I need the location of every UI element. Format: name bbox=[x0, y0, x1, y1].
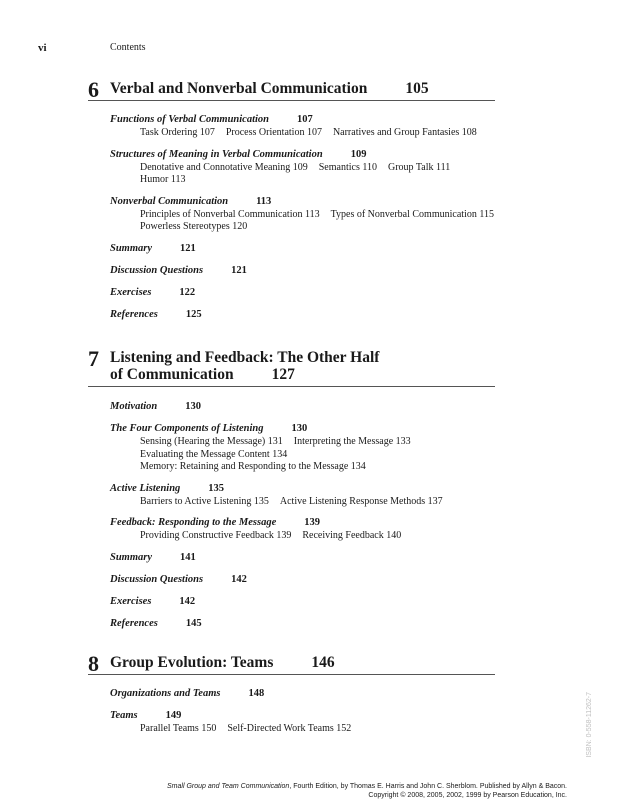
toc-section bbox=[110, 595, 495, 609]
subtopic-line bbox=[110, 221, 495, 234]
toc-section bbox=[110, 551, 495, 565]
section-heading bbox=[110, 617, 495, 631]
section-heading bbox=[110, 687, 495, 701]
toc-section bbox=[110, 422, 495, 474]
subtopic-entry: Parallel Teams 150 bbox=[140, 723, 217, 734]
section-page: 148 bbox=[248, 688, 265, 699]
subtopic-entry: Denotative and Connotative Meaning 109 bbox=[140, 161, 308, 173]
subtopic-entry: Memory: Retaining and Responding to the Message 134 bbox=[140, 461, 366, 472]
subtopic-entry: Task Ordering 107 bbox=[140, 127, 215, 138]
section-page: 142 bbox=[231, 573, 247, 585]
section-title: Discussion Questions bbox=[110, 573, 204, 585]
subtopic-line bbox=[110, 496, 495, 509]
subtopic-line bbox=[110, 461, 495, 474]
section-heading bbox=[110, 595, 495, 609]
subtopic-entry: Powerless Stereotypes 120 bbox=[140, 221, 248, 232]
chapter-title-line bbox=[110, 80, 495, 97]
section-heading bbox=[110, 113, 495, 127]
chapter-title-text: Group Evolution: Teams bbox=[110, 654, 274, 671]
toc-section bbox=[110, 308, 495, 322]
section-heading bbox=[110, 422, 495, 436]
subtopic-entry: Narratives and Group Fantasies 108 bbox=[332, 127, 477, 138]
subtopic-entry: Types of Nonverbal Communication 115 bbox=[330, 208, 494, 220]
section-list bbox=[88, 687, 495, 736]
subtopic-line bbox=[110, 436, 495, 449]
section-title: Nonverbal Communication bbox=[110, 195, 229, 207]
subtopic-entry: Providing Constructive Feedback 139 bbox=[140, 530, 292, 541]
section-page: 113 bbox=[256, 195, 272, 207]
subtopic-line bbox=[110, 449, 495, 462]
subtopic-line bbox=[110, 162, 495, 175]
book-title: Small Group and Team Communication bbox=[167, 783, 290, 790]
subtopic-line bbox=[110, 723, 495, 736]
section-heading bbox=[110, 195, 495, 209]
section-title: Exercises bbox=[110, 595, 152, 607]
chapter-number: 7 bbox=[88, 346, 99, 371]
section-title: Exercises bbox=[110, 286, 152, 298]
section-heading bbox=[110, 482, 495, 496]
toc-section bbox=[110, 113, 495, 140]
section-title: Structures of Meaning in Verbal Communication bbox=[110, 148, 323, 160]
chapter-title-text: Verbal and Nonverbal Communication bbox=[110, 80, 368, 97]
chapter-6 bbox=[88, 77, 495, 322]
section-page: 141 bbox=[180, 551, 196, 563]
subtopic-entry: Evaluating the Message Content 134 bbox=[140, 448, 288, 460]
section-page: 107 bbox=[297, 114, 313, 125]
subtopic-line bbox=[110, 127, 495, 140]
chapter-8 bbox=[88, 651, 495, 736]
toc-section bbox=[110, 242, 495, 256]
footer-line-2: Copyright © 2008, 2005, 2002, 1999 by Pearson Education, Inc. bbox=[368, 791, 567, 799]
chapter-number: 6 bbox=[88, 77, 99, 102]
section-page: 122 bbox=[179, 286, 196, 298]
subtopic-line bbox=[110, 530, 495, 543]
section-heading bbox=[110, 400, 495, 414]
running-header bbox=[38, 42, 146, 54]
section-heading bbox=[110, 551, 495, 565]
chapter-title bbox=[110, 349, 495, 383]
section-title: Functions of Verbal Communication bbox=[110, 114, 269, 125]
section-page: 135 bbox=[208, 482, 225, 494]
section-page: 121 bbox=[231, 264, 247, 276]
toc-section bbox=[110, 400, 495, 414]
section-heading bbox=[110, 516, 495, 530]
chapter-heading bbox=[88, 651, 495, 676]
toc-section bbox=[110, 264, 495, 278]
subtopic-entry: Interpreting the Message 133 bbox=[293, 436, 411, 447]
chapter-page: 146 bbox=[311, 654, 335, 671]
subtopic-entry: Barriers to Active Listening 135 bbox=[140, 495, 269, 507]
section-list bbox=[88, 113, 495, 322]
subtopic-line bbox=[110, 174, 495, 187]
section-title: Discussion Questions bbox=[110, 264, 204, 276]
section-page: 109 bbox=[350, 148, 367, 160]
section-page: 145 bbox=[185, 617, 202, 629]
page-number: vi bbox=[38, 42, 47, 54]
subtopic-entry: Self-Directed Work Teams 152 bbox=[227, 723, 352, 734]
subtopic-entry: Group Talk 111 bbox=[387, 161, 451, 173]
toc-section bbox=[110, 516, 495, 543]
toc-section bbox=[110, 482, 495, 509]
section-page: 130 bbox=[185, 401, 202, 412]
footer-line-1: , Fourth Edition, by Thomas E. Harris and John C. Sherblom. Published by Allyn & Bacon. bbox=[289, 783, 567, 790]
copyright-footer bbox=[167, 783, 567, 800]
section-title: The Four Components of Listening bbox=[110, 423, 264, 434]
section-page: 121 bbox=[180, 242, 196, 254]
subtopic-line bbox=[110, 209, 495, 222]
section-page: 125 bbox=[185, 308, 202, 320]
subtopic-entry: Sensing (Hearing the Message) 131 bbox=[140, 436, 283, 447]
toc-section bbox=[110, 148, 495, 187]
section-title: References bbox=[110, 617, 158, 629]
subtopic-entry: Principles of Nonverbal Communication 113 bbox=[140, 208, 320, 220]
section-title: Active Listening bbox=[110, 482, 181, 494]
section-title: Summary bbox=[110, 551, 153, 563]
running-title: Contents bbox=[110, 42, 146, 53]
section-heading bbox=[110, 308, 495, 322]
chapter-number: 8 bbox=[88, 651, 99, 676]
section-heading bbox=[110, 264, 495, 278]
section-heading bbox=[110, 709, 495, 723]
section-heading bbox=[110, 148, 495, 162]
toc-section bbox=[110, 709, 495, 736]
section-title: Summary bbox=[110, 242, 153, 254]
chapter-title-line bbox=[110, 654, 495, 671]
section-page: 142 bbox=[179, 595, 196, 607]
chapter-heading bbox=[88, 77, 495, 102]
section-heading bbox=[110, 573, 495, 587]
section-page: 139 bbox=[304, 517, 320, 528]
toc-section bbox=[110, 617, 495, 631]
section-title: Motivation bbox=[110, 401, 158, 412]
chapter-title bbox=[110, 654, 495, 671]
section-title: References bbox=[110, 308, 158, 320]
section-title: Teams bbox=[110, 710, 138, 721]
section-page: 130 bbox=[291, 423, 308, 434]
section-page: 149 bbox=[165, 710, 182, 721]
chapter-title-text: of Communication bbox=[110, 366, 234, 383]
chapter-page: 127 bbox=[271, 366, 295, 383]
subtopic-entry: Process Orientation 107 bbox=[225, 127, 322, 138]
section-heading bbox=[110, 242, 495, 256]
subtopic-entry: Semantics 110 bbox=[318, 161, 377, 173]
chapter-page: 105 bbox=[405, 80, 429, 97]
subtopic-entry: Active Listening Response Methods 137 bbox=[279, 495, 443, 507]
section-title: Organizations and Teams bbox=[110, 688, 221, 699]
subtopic-entry: Receiving Feedback 140 bbox=[302, 530, 402, 541]
subtopic-entry: Humor 113 bbox=[140, 174, 186, 185]
chapter-title bbox=[110, 80, 495, 97]
chapter-title-text: Listening and Feedback: The Other Half bbox=[110, 349, 380, 366]
chapter-heading bbox=[88, 346, 495, 387]
section-title: Feedback: Responding to the Message bbox=[110, 517, 277, 528]
chapter-title-line bbox=[110, 366, 495, 383]
toc-section bbox=[110, 687, 495, 701]
toc-section bbox=[110, 573, 495, 587]
section-heading bbox=[110, 286, 495, 300]
section-list bbox=[88, 400, 495, 631]
toc-section bbox=[110, 195, 495, 234]
toc-section bbox=[110, 286, 495, 300]
isbn-watermark: ISBN: 0-558-11262-7 bbox=[586, 692, 593, 758]
chapter-title-line bbox=[110, 349, 495, 366]
chapter-7 bbox=[88, 346, 495, 631]
